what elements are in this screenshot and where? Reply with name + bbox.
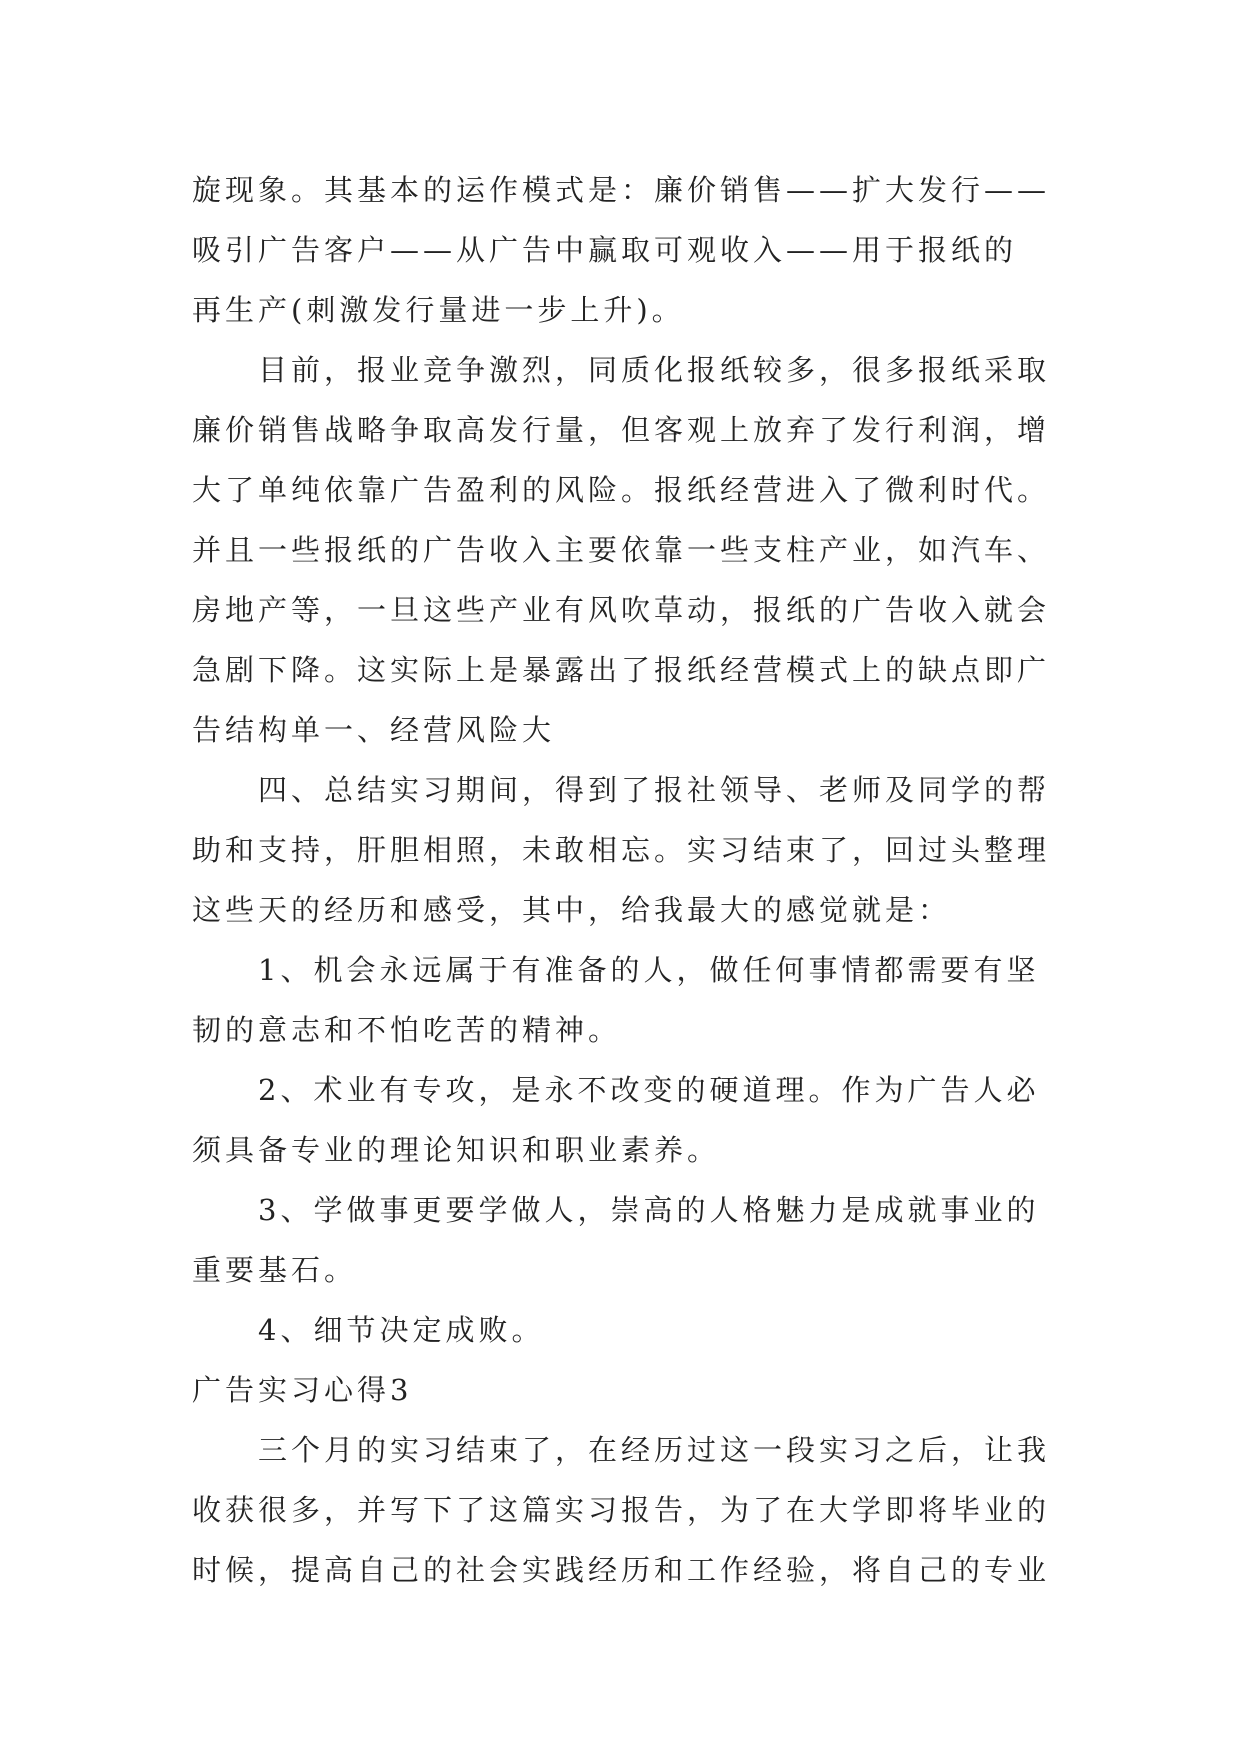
- text-line: 房地产等，一旦这些产业有风吹草动，报纸的广告收入就会: [192, 593, 1051, 627]
- text-line: 并且一些报纸的广告收入主要依靠一些支柱产业，如汽车、: [192, 533, 1051, 567]
- text-line: 急剧下降。这实际上是暴露出了报纸经营模式上的缺点即广: [192, 653, 1051, 687]
- paragraph: [192, 1420, 1052, 1600]
- text-line: 重要基石。: [192, 1253, 358, 1287]
- text-line: 须具备专业的理论知识和职业素养。: [192, 1133, 721, 1167]
- paragraph: [192, 1300, 1052, 1360]
- text-line: 韧的意志和不怕吃苦的精神。: [192, 1013, 622, 1047]
- text-line: 收获很多，并写下了这篇实习报告，为了在大学即将毕业的: [192, 1493, 1051, 1527]
- text-line: 四、总结实习期间，得到了报社领导、老师及同学的帮: [258, 773, 1051, 807]
- text-line: 告结构单一、经营风险大: [192, 713, 556, 747]
- text-line: 旋现象。其基本的运作模式是：廉价销售——扩大发行——: [192, 173, 1051, 207]
- text-line: 1、机会永远属于有准备的人，做任何事情都需要有坚: [258, 953, 1040, 987]
- text-line: 大了单纯依靠广告盈利的风险。报纸经营进入了微利时代。: [192, 473, 1051, 507]
- document-body: [192, 160, 1052, 1600]
- text-line: 再生产(刺激发行量进一步上升)。: [192, 293, 685, 327]
- paragraph: [192, 940, 1052, 1060]
- text-line: 吸引广告客户——从广告中赢取可观收入——用于报纸的: [192, 233, 1018, 267]
- paragraph: [192, 1060, 1052, 1180]
- paragraph: [192, 160, 1052, 340]
- text-line: 廉价销售战略争取高发行量，但客观上放弃了发行利润，增: [192, 413, 1051, 447]
- text-line: 助和支持，肝胆相照，未敢相忘。实习结束了，回过头整理: [192, 833, 1051, 867]
- text-line: 这些天的经历和感受，其中，给我最大的感觉就是：: [192, 893, 952, 927]
- text-line: 三个月的实习结束了，在经历过这一段实习之后，让我: [258, 1433, 1051, 1467]
- paragraph: [192, 1180, 1052, 1300]
- text-line: 2、术业有专攻，是永不改变的硬道理。作为广告人必: [258, 1073, 1040, 1107]
- text-line: 时候，提高自己的社会实践经历和工作经验，将自己的专业: [192, 1553, 1051, 1587]
- text-line: 3、学做事更要学做人，崇高的人格魅力是成就事业的: [258, 1193, 1040, 1227]
- section-heading: [192, 1360, 1052, 1420]
- heading-line: 广告实习心得3: [192, 1373, 413, 1407]
- paragraph: [192, 760, 1052, 940]
- text-line: 目前，报业竞争激烈，同质化报纸较多，很多报纸采取: [258, 353, 1051, 387]
- paragraph: [192, 340, 1052, 760]
- text-line: 4、细节决定成败。: [258, 1313, 545, 1347]
